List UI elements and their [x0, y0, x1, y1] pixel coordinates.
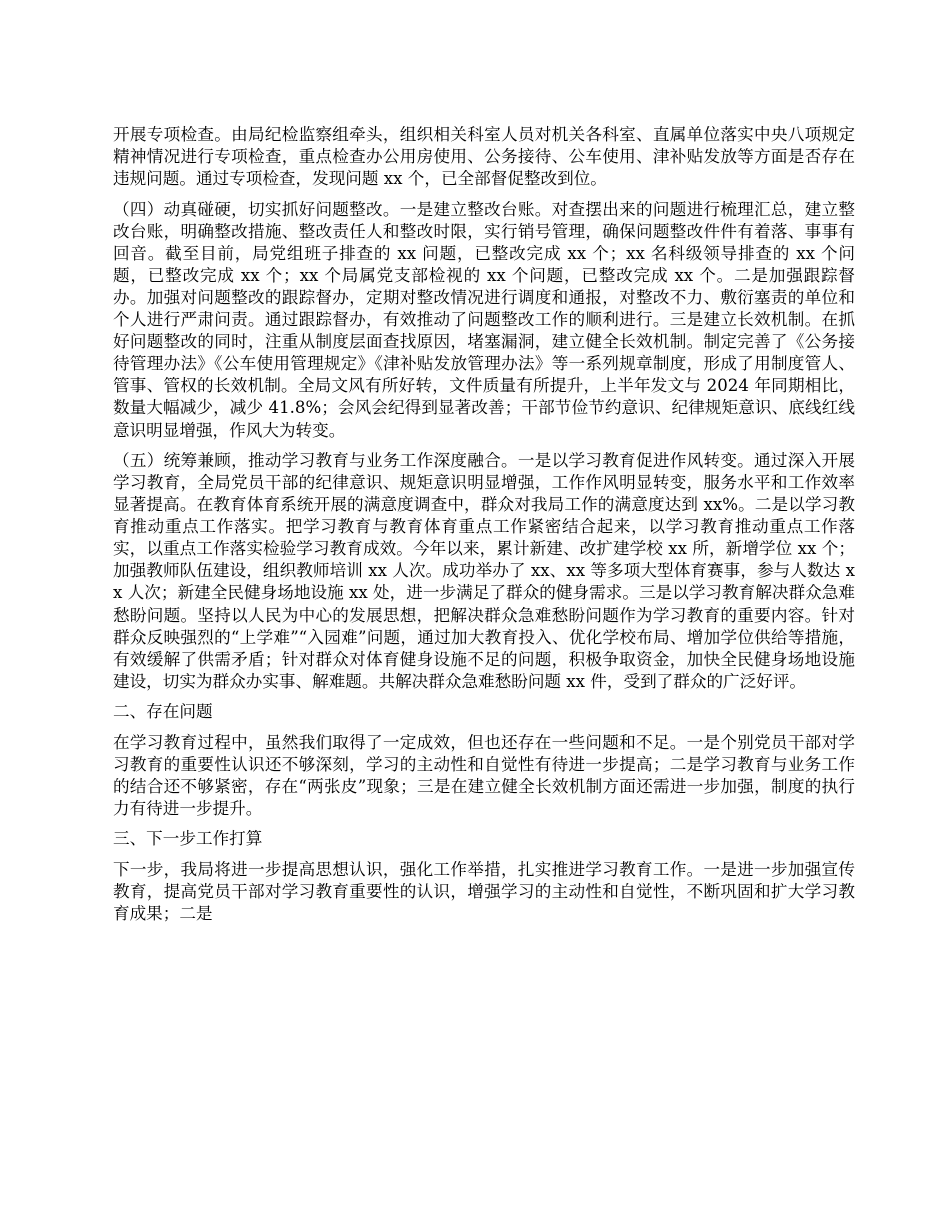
- paragraph-next-steps: 下一步，我局将进一步提高思想认识，强化工作举措，扎实推进学习教育工作。一是进一步加强宣传教育，提高党员干部对学习教育重要性的认识，增强学习的主动性和自觉性，不断巩固和扩大学习教育成果；二是: [113, 859, 855, 923]
- paragraph-special-inspection: 开展专项检查。由局纪检监察组牵头，组织相关科室人员对机关各科室、直属单位落实中央八项规定精神情况进行专项检查，重点检查办公用房使用、公务接待、公车使用、津补贴发放等方面是否存在违规问题。通过专项检查，发现问题 xx 个，已全部督促整改到位。: [113, 125, 855, 189]
- paragraph-integration: （五）统筹兼顾，推动学习教育与业务工作深度融合。一是以学习教育促进作风转变。通过深入开展学习教育，全局党员干部的纪律意识、规矩意识明显增强，工作作风明显转变，服务水平和工作效率显著提高。在教育体育系统开展的满意度调查中，群众对我局工作的满意度达到 xx%。二是以学习教育推动重点工作落实。把学习教育与教育体育重点工作紧密结合起来，以学习教育推动重点工作落实，以重点工作落实检验学习教育成效。今年以来，累计新建、改扩建学校 xx 所，新增学位 xx 个；加强教师队伍建设，组织教师培训 xx 人次。成功举办了 xx、xx 等多项大型体育赛事，参与人数达 xx 人次；新建全民健身场地设施 xx 处，进一步满足了群众的健身需求。三是以学习教育解决群众急难愁盼问题。坚持以人民为中心的发展思想，把解决群众急难愁盼问题作为学习教育的重要内容。针对群众反映强烈的“上学难”“入园难”问题，通过加大教育投入、优化学校布局、增加学位供给等措施，有效缓解了供需矛盾；针对群众对体育健身设施不足的问题，积极争取资金，加快全民健身场地设施建设，切实为群众办实事、解难题。共解决群众急难愁盼问题 xx 件，受到了群众的广泛好评。: [113, 450, 855, 691]
- section-heading-next-steps: 三、下一步工作打算: [113, 829, 263, 849]
- paragraph-rectification: （四）动真碰硬，切实抓好问题整改。一是建立整改台账。对查摆出来的问题进行梳理汇总，建立整改台账，明确整改措施、整改责任人和整改时限，实行销号管理，确保问题整改件件有着落、事事有回音。截至目前，局党组班子排查的 xx 问题，已整改完成 xx 个；xx 名科级领导排查的 xx 个问题，已整改完成 xx 个；xx 个局属党支部检视的 xx 个问题，已整改完成 xx 个。二是加强跟踪督办。加强对问题整改的跟踪督办，定期对整改情况进行调度和通报，对整改不力、敷衍塞责的单位和个人进行严肃问责。通过跟踪督办，有效推动了问题整改工作的顺利进行。三是建立长效机制。在抓好问题整改的同时，注重从制度层面查找原因，堵塞漏洞，建立健全长效机制。制定完善了《公务接待管理办法》《公车使用管理规定》《津补贴发放管理办法》等一系列规章制度，形成了用制度管人、管事、管权的长效机制。全局文风有所好转，文件质量有所提升，上半年发文与 2024 年同期相比，数量大幅减少，减少 41.8%；会风会纪得到显著改善；干部节俭节约意识、纪律规矩意识、底线红线意识明显增强，作风大为转变。: [113, 199, 855, 440]
- document-page: [113, 124, 855, 933]
- paragraph-problems: 在学习教育过程中，虽然我们取得了一定成效，但也还存在一些问题和不足。一是个别党员干部对学习教育的重要性认识还不够深刻，学习的主动性和自觉性有待进一步提高；二是学习教育与业务工作的结合还不够紧密，存在“两张皮”现象；三是在建立健全长效机制方面还需进一步加强，制度的执行力有待进一步提升。: [113, 732, 855, 818]
- section-heading-problems: 二、存在问题: [113, 702, 213, 722]
